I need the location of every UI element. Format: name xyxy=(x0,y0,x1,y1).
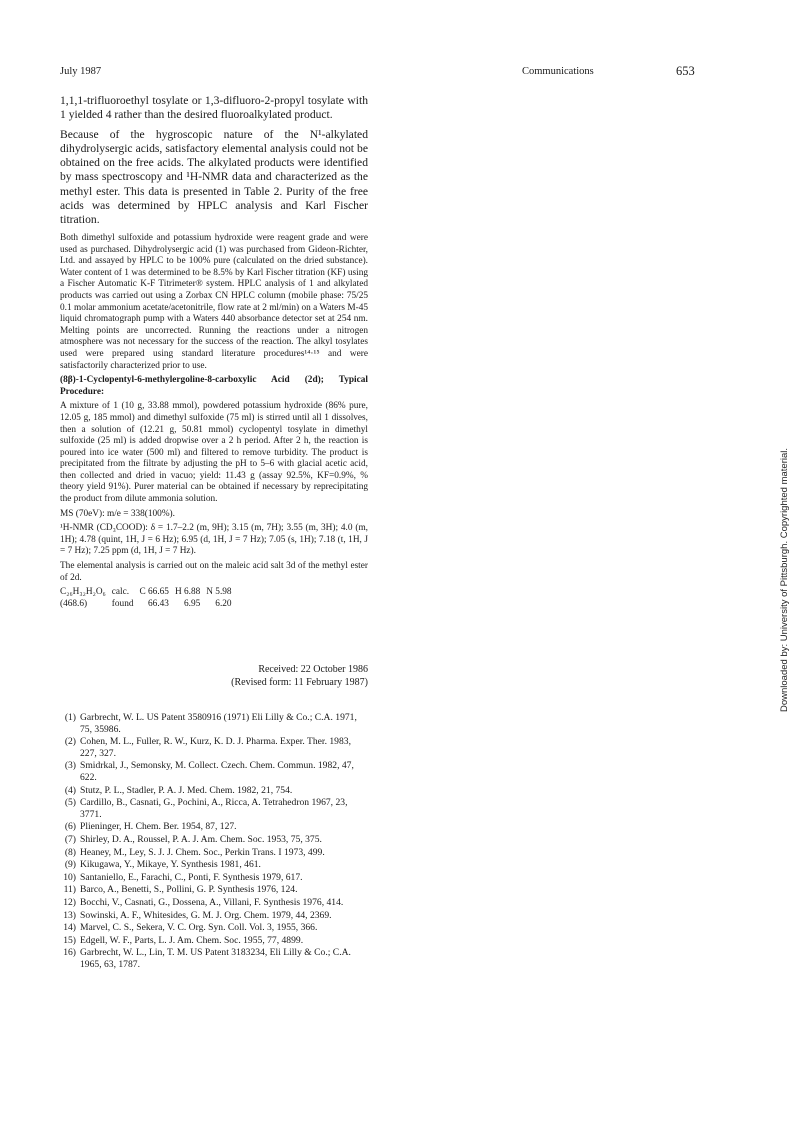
page-number: 653 xyxy=(676,64,695,78)
calc-n: N 5.98 xyxy=(206,587,232,598)
received-date: Received: 22 October 1986 xyxy=(258,664,368,675)
intro-paragraph-2: Because of the hygroscopic nature of the N¹-alkylated dihydrolysergic acids, satisfactory elemental analysis could not be obtained on the free acids. The alkylated products were identified by mass spectroscopy and ¹H-NMR data and characterized as the methyl ester. This data is presented in Table 2. Purity of the free acids was determined by HPLC analysis and Karl Fischer titration. xyxy=(60,127,368,227)
reference-item: (3) Smidrkal, J., Semonsky, M. Collect. Czech. Chem. Commun. 1982, 47, 622. xyxy=(64,760,354,783)
reference-item: (6) Plieninger, H. Chem. Ber. 1954, 87, 127. xyxy=(64,821,237,833)
reference-item: (8) Heaney, M., Ley, S. J. J. Chem. Soc., Perkin Trans. I 1973, 499. xyxy=(64,846,325,858)
nmr-data: ¹H-NMR (CD₃COOD): δ = 1.7–2.2 (m, 9H); 3.15 (m, 7H); 3.55 (m, 3H); 4.0 (m, 1H); 4.78 (quint, 1H, J = 6 Hz); 6.95 (d, 1H, J = 7 Hz); 7.05 (s, 1H); 7.18 (t, 1H, J = 7 Hz); 7.25 ppm (d, 1H, J = 7 Hz). xyxy=(60,523,368,557)
intro-paragraph-1: 1,1,1-trifluoroethyl tosylate or 1,3-difluoro-2-propyl tosylate with 1 yielded 4 rather than the desired fluoroalkylated product. xyxy=(60,94,368,122)
reference-item: 16) Garbrecht, W. L., Lin, T. M. US Patent 3183234, Eli Lilly & Co.; C.A. 1965, 63, 1787. xyxy=(63,947,351,970)
reference-item: 11) Barco, A., Benetti, S., Pollini, G. P. Synthesis 1976, 124. xyxy=(63,884,298,896)
reference-item: (2) Cohen, M. L., Fuller, R. W., Kurz, K. D. J. Pharma. Exper. Ther. 1983, 227, 327. xyxy=(64,736,351,759)
received-dates xyxy=(60,664,368,689)
found-h: 6.95 xyxy=(183,598,201,609)
download-watermark: Downloaded by: University of Pittsburgh. Copyrighted material. xyxy=(779,447,790,712)
running-header-date: July 1987 xyxy=(60,66,102,77)
reference-item: 14) Marvel, C. S., Sekera, V. C. Org. Syn. Coll. Vol. 3, 1955, 366. xyxy=(63,922,318,934)
reference-item: 13) Sowinski, A. F., Whitesides, G. M. J. Org. Chem. 1979, 44, 2369. xyxy=(63,909,332,921)
running-header-section: Communications xyxy=(522,66,594,77)
molecular-weight: (468.6) xyxy=(60,598,88,609)
elemental-analysis xyxy=(60,587,368,610)
found-label: found xyxy=(111,598,134,609)
experimental-paragraph: Both dimethyl sulfoxide and potassium hydroxide were reagent grade and were used as purchased. Dihydrolysergic acid (1) was purchased from Gideon-Richter, Ltd. and assayed by HPLC to be 100% pure (calculated on the dried substance). Water content of 1 was determined to be 8.5% by Karl Fischer titration (KF) using a Fischer Automatic K-F Titrimeter® system. HPLC analysis of 1 and alkylated products was carried out using a Zorbax CN HPLC column (mobile phase: 75/25 0.1 molar ammonium acetate/acetonitrile, flow rate at 2 ml/min) on a Waters M-45 liquid chromatograph pump with a Waters 440 absorbance detector set at 254 nm. Melting points are uncorrected. Running the reactions under a nitrogen atmosphere was not necessary for the success of the reaction. The alkyl tosylates used were prepared using standard literature procedures¹⁴·¹⁵ and were satisfactorily characterized prior to use. xyxy=(60,233,368,371)
calc-h: H 6.88 xyxy=(174,587,201,598)
reference-item: 10) Santaniello, E., Farachi, C., Ponti, F. Synthesis 1979, 617. xyxy=(63,871,303,883)
reference-item: (5) Cardillo, B., Casnati, G., Pochini, A., Ricca, A. Tetrahedron 1967, 23, 3771. xyxy=(64,797,348,820)
reference-item: (9) Kikugawa, Y., Mikaye, Y. Synthesis 1981, 461. xyxy=(64,859,261,871)
found-c: 66.43 xyxy=(148,598,169,609)
procedure-paragraph: A mixture of 1 (10 g, 33.88 mmol), powdered potassium hydroxide (86% pure, 12.05 g, 185 mmol) and dimethyl sulfoxide (75 ml) is stirred until all 1 dissolves, then a solution of (12.21 g, 50.81 mmol) cyclopentyl tosylate in dimethyl sulfoxide (25 ml) is added dropwise over a 2 h period. After 2 h, the reaction is poured into ice water (500 ml) and filtered to remove turbidity. The product is precipitated from the filtrate by adjusting the pH to 5–6 with glacial acetic acid, then collected and dried in vacuo; yield: 11.43 g (assay 92.5%, KF=0.9%, % theory yield 91%). Purer material can be obtained if necessary by reprecipitating the product from dilute ammonia solution. xyxy=(60,401,368,505)
reference-item: (1) Garbrecht, W. L. US Patent 3580916 (1971) Eli Lilly & Co.; C.A. 1971, 75, 35986. xyxy=(64,712,357,735)
found-n: 6.20 xyxy=(215,598,232,609)
calc-c: C 66.65 xyxy=(139,587,169,598)
reference-item: (7) Shirley, D. A., Roussel, P. A. J. Am. Chem. Soc. 1953, 75, 375. xyxy=(64,833,322,845)
revised-date: (Revised form: 11 February 1987) xyxy=(231,676,368,688)
reference-item: 15) Edgell, W. F., Parts, L. J. Am. Chem. Soc. 1955, 77, 4899. xyxy=(63,934,304,946)
reference-item: 12) Bocchi, V., Casnati, G., Dossena, A., Villani, F. Synthesis 1976, 414. xyxy=(63,896,344,908)
ms-data: MS (70eV): m/e = 338(100%). xyxy=(60,508,175,519)
elemental-note: The elemental analysis is carried out on the maleic acid salt 3d of the methyl ester of 2d. xyxy=(60,561,368,583)
reference-list xyxy=(60,712,368,971)
intro-section xyxy=(60,94,368,233)
calc-label: calc. xyxy=(111,587,130,598)
experimental-section xyxy=(60,233,368,610)
reference-item: (4) Stutz, P. L., Stadler, P. A. J. Med. Chem. 1982, 21, 754. xyxy=(64,784,293,796)
molecular-formula: C₂₆H₃₂H₂O₆ xyxy=(60,587,106,598)
procedure-title: (8β)-1-Cyclopentyl-6-methylergoline-8-carboxylic Acid (2d); Typical Procedure: xyxy=(60,375,368,397)
